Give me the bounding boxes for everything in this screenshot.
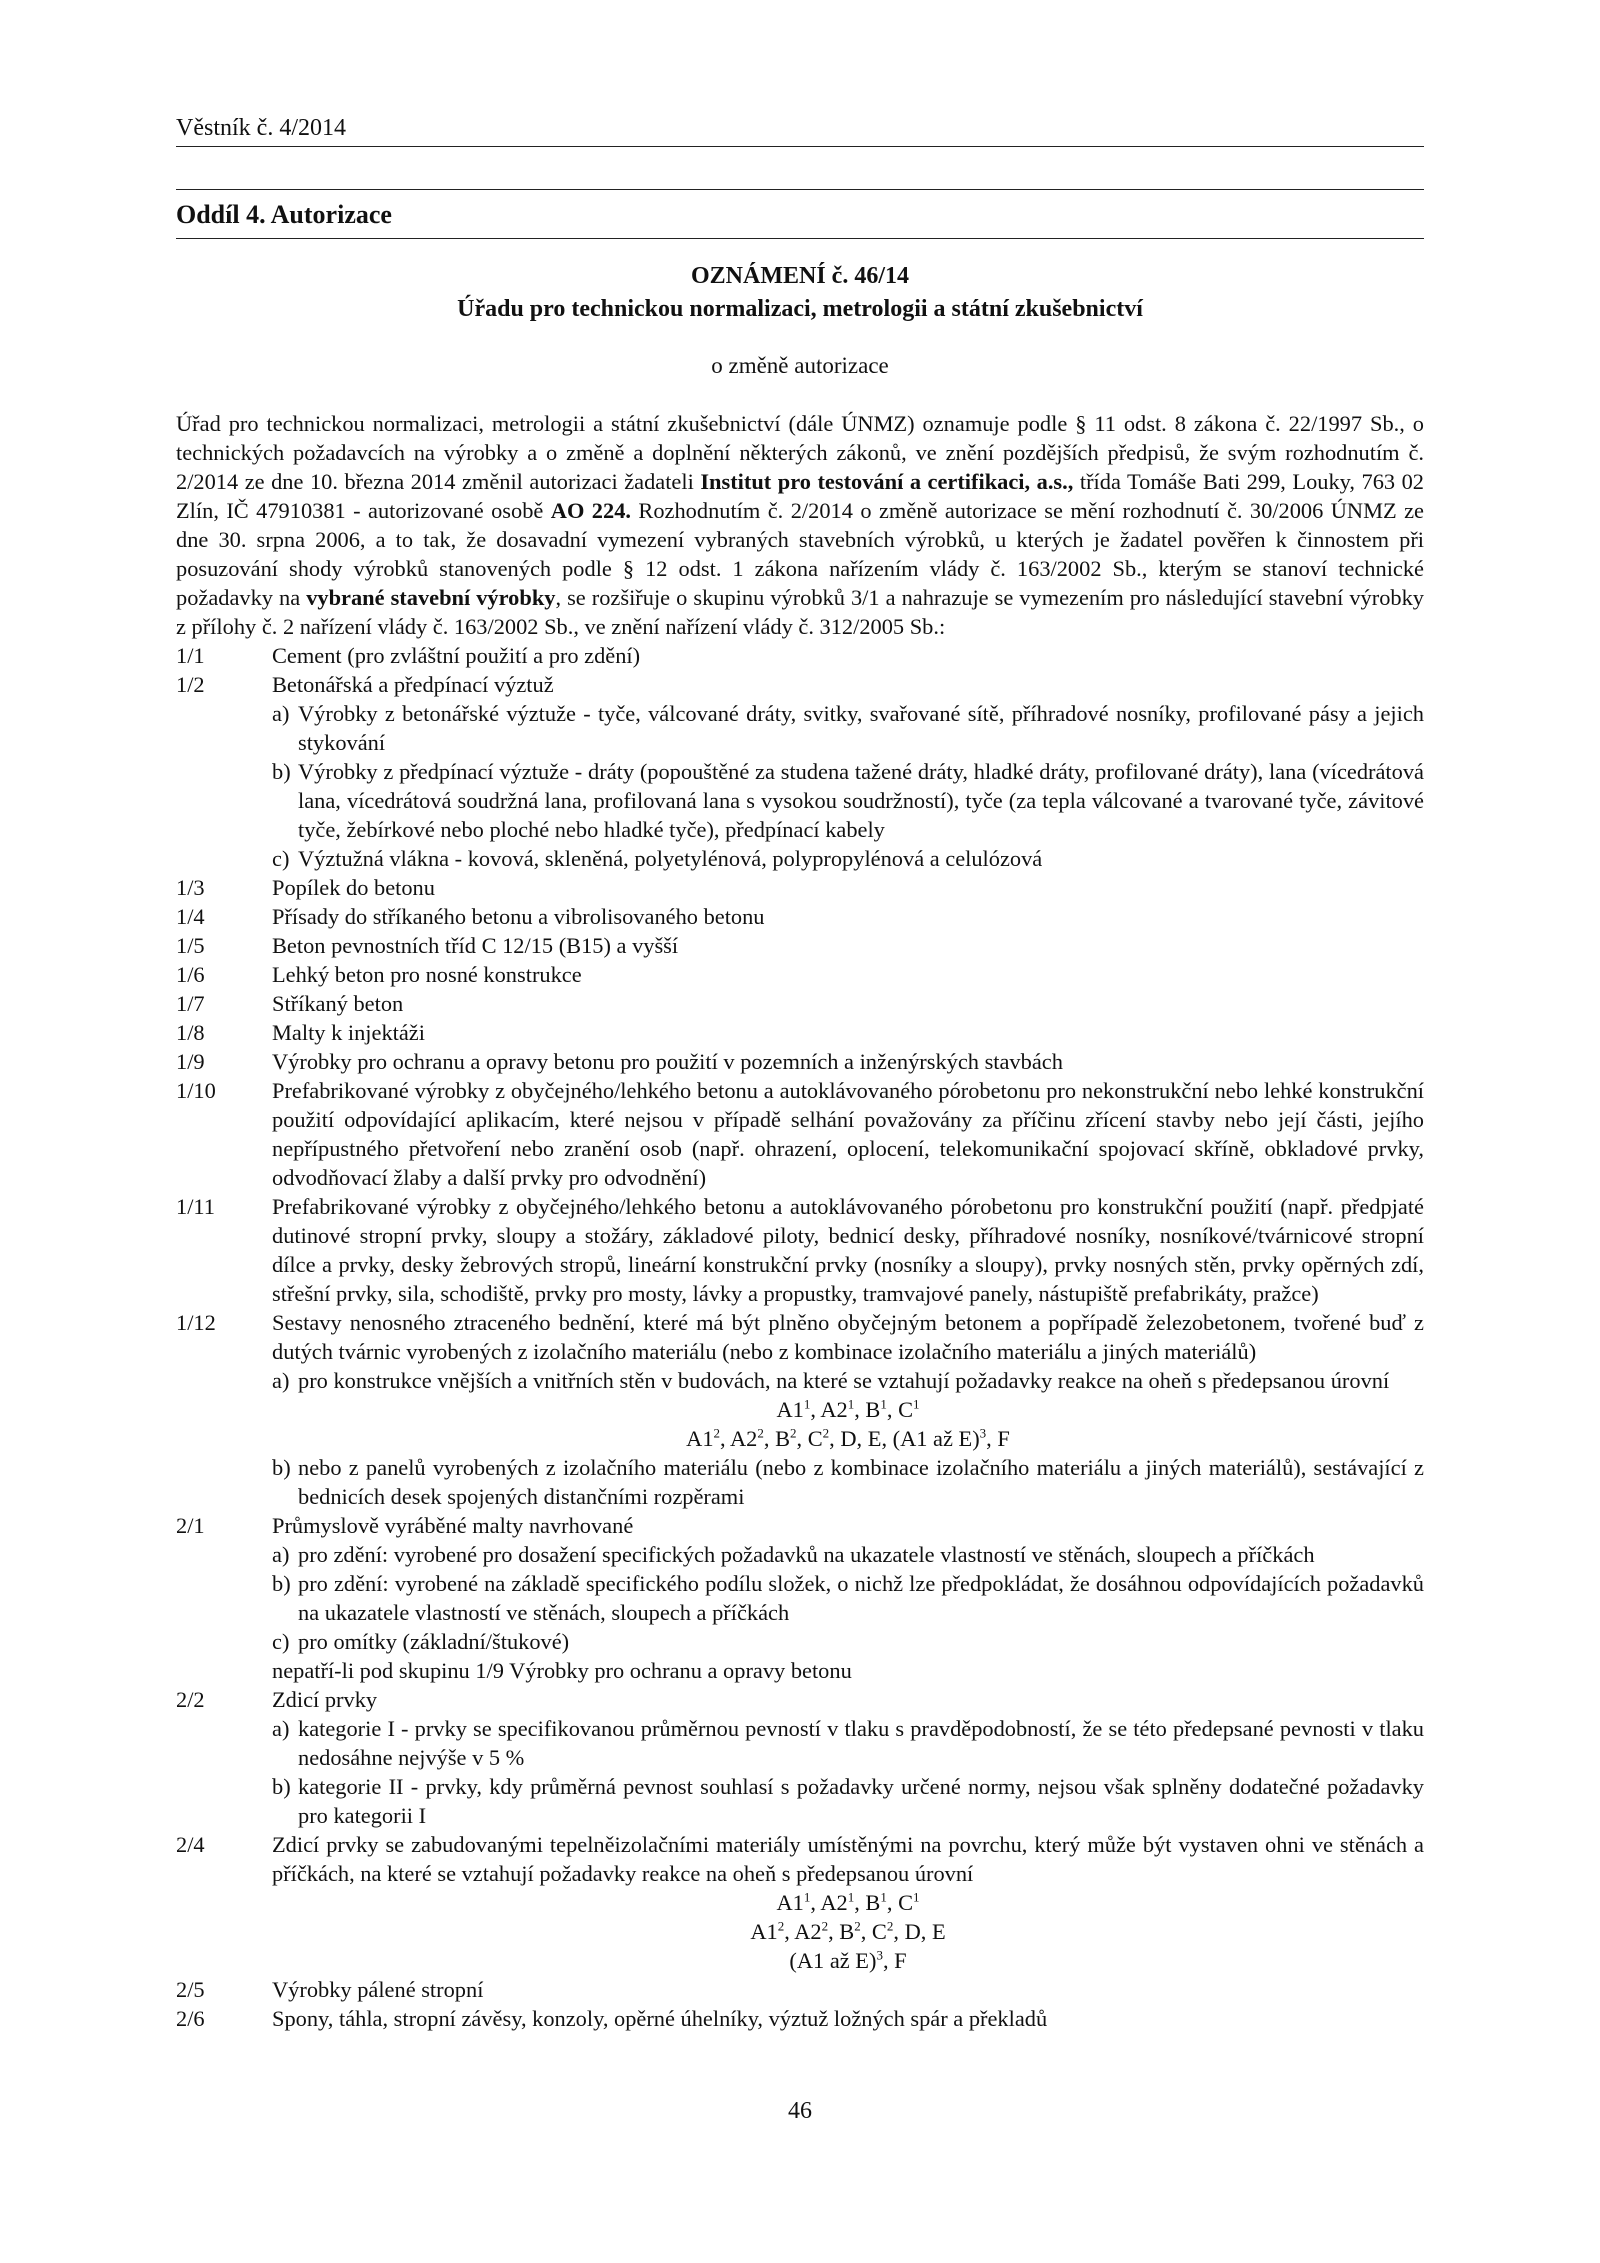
item-note: nepatří-li pod skupinu 1/9 Výrobky pro ochranu a opravy betonu: [272, 1658, 852, 1683]
item-number: 1/7: [176, 991, 205, 1016]
item-number: 2/5: [176, 1977, 205, 2002]
item-number: 1/3: [176, 875, 205, 900]
sub-label: b): [272, 759, 291, 784]
section-rule-top: [176, 189, 1424, 190]
item-text: Malty k injektáži: [272, 1020, 425, 1045]
item-text: Popílek do betonu: [272, 875, 435, 900]
notice-issuer: Úřadu pro technickou normalizaci, metrologii a státní zkušebnictví: [457, 296, 1143, 322]
item-text: Zdicí prvky: [272, 1687, 378, 1712]
sub-item: [272, 1627, 1424, 1656]
sub-label: a): [272, 1542, 290, 1567]
sub-label: b): [272, 1571, 291, 1596]
sub-text: kategorie II - prvky, kdy průměrná pevnost souhlasí s požadavky určené normy, nejsou však splněny dodatečné požadavky pro kategorii I: [298, 1774, 1424, 1828]
item-number: 1/4: [176, 904, 205, 929]
sub-text: pro zdění: vyrobené na základě specifického podílu složek, o nichž lze předpokládat, že dosáhnou odpovídajících požadavků na ukazatele vlastností ve stěnách, sloupech a příčkách: [298, 1571, 1424, 1625]
reaction-class-line: $A1^2$, $A2^2$, $B^2$, $C^2$, D, E, (A1 až E)$^3$, F: [686, 1425, 1010, 1451]
sub-item: [272, 757, 1424, 844]
list-item: [176, 1047, 1424, 1076]
reaction-class-line: (A1 až E)$^3$, F: [789, 1947, 907, 1973]
sub-text: Výztužná vlákna - kovová, skleněná, polyetylénová, polypropylénová a celulózová: [298, 846, 1043, 871]
list-item: [176, 1076, 1424, 1192]
item-text: Beton pevnostních tříd C 12/15 (B15) a vyšší: [272, 933, 679, 958]
item-number: 1/5: [176, 933, 205, 958]
item-text: Cement (pro zvláštní použití a pro zdění): [272, 643, 641, 668]
intro-text-3: Rozhodnutím č. 2/2014 o změně autorizace se mění rozhodnutí č. 30/2006 ÚNMZ ze dne 30. srpna 2006, a to tak, že dosavadní vymezení vybraných stavebních výrobků, u kterých je žadatel pověřen k činnostem při posuzování shody výrobků stanovených podle § 12 odst. 1 zákona nařízením vlády č. 163/2002 Sb., kterým se stanoví technické požadavky na: [176, 498, 1424, 610]
item-number: 1/1: [176, 643, 205, 668]
item-text: Výrobky pro ochranu a opravy betonu pro použití v pozemních a inženýrských stavbách: [272, 1049, 1063, 1074]
sub-text: Výrobky z předpínací výztuže - dráty (popouštěné za studena tažené dráty, hladké dráty, profilované dráty), lana (vícedrátová lana, vícedrátová soudržná lana, profilovaná lana s vysokou soudržností), tyče (za tepla válcované a tvarované tyče, závitové tyče, žebírkové nebo ploché nebo hladké tyče), předpínací kabely: [298, 759, 1424, 842]
item-number: 1/6: [176, 962, 205, 987]
sub-item: [272, 1714, 1424, 1772]
sub-item: [272, 699, 1424, 757]
sub-label: c): [272, 846, 290, 871]
list-item: [176, 670, 1424, 699]
sub-item: [272, 844, 1424, 873]
sub-text: pro omítky (základní/štukové): [298, 1629, 570, 1654]
sub-label: c): [272, 1629, 290, 1654]
intro-text-4: , se rozšiřuje o skupinu výrobků 3/1 a nahrazuje se vymezením pro následující stavební výrobky z přílohy č. 2 nařízení vlády č. 163/2002 Sb., ve znění nařízení vlády č. 312/2005 Sb.:: [176, 585, 1424, 639]
item-number: 1/8: [176, 1020, 205, 1045]
item-number: 2/4: [176, 1832, 205, 1857]
item-number: 1/10: [176, 1078, 216, 1103]
authorized-body-id: AO 224.: [550, 498, 631, 523]
sub-text: pro konstrukce vnějších a vnitřních stěn v budovách, na které se vztahují požadavky reakce na oheň s předepsanou úrovní: [298, 1368, 1390, 1393]
list-item: [176, 1975, 1424, 2004]
sub-text: Výrobky z betonářské výztuže - tyče, válcované dráty, svitky, svařované sítě, příhradové nosníky, profilované pásy a jejich stykování: [298, 701, 1424, 755]
list-item: [176, 1192, 1424, 1308]
sub-label: b): [272, 1455, 291, 1480]
page-number: 46: [788, 2098, 812, 2124]
list-item: [176, 902, 1424, 931]
item-number: 2/2: [176, 1687, 205, 1712]
list-item: [176, 960, 1424, 989]
sub-item: [272, 1569, 1424, 1627]
sub-label: a): [272, 1368, 290, 1393]
item-number: 1/12: [176, 1310, 216, 1335]
item-text: Prefabrikované výrobky z obyčejného/lehkého betonu a autoklávovaného pórobetonu pro nekonstrukční nebo lehké konstrukční použití odpovídající aplikacím, které nejsou v případě selhání považovány za příčinu zřícení stavby nebo její části, jejího nepřípustného přetvoření nebo zranění osob (např. ohrazení, oplocení, telekomunikační spojovací skříně, obkladové prvky, odvodňovací žlaby a další prvky pro odvodnění): [272, 1078, 1424, 1190]
list-item: [176, 1511, 1424, 1540]
running-header: Věstník č. 4/2014: [176, 115, 346, 141]
list-item: [176, 1830, 1424, 1888]
list-item: [176, 931, 1424, 960]
item-text: Prefabrikované výrobky z obyčejného/lehkého betonu a autoklávovaného pórobetonu pro konstrukční použití (např. předpjaté dutinové stropní prvky, sloupy a stožáry, základové piloty, bednicí desky, příhradové nosníky, nosníkové/tvárnicové stropní dílce a prvky, desky žebrových stropů, lineární konstrukční prvky (nosníky a sloupy), prvky nosných stěn, prvky opěrných zdí, střešní prvky, sila, schodiště, prvky pro mosty, lávky a propustky, tramvajové panely, nástupiště prefabrikáty, pražce): [272, 1194, 1424, 1306]
list-item: [176, 989, 1424, 1018]
intro-text-1: Úřad pro technickou normalizaci, metrologii a státní zkušebnictví (dále ÚNMZ) oznamuje podle § 11 odst. 8 zákona č. 22/1997 Sb., o technických požadavcích na výrobky a o změně a doplnění některých zákonů, ve znění pozdějších předpisů, že svým rozhodnutím č. 2/2014 ze dne 10. března 2014 změnil autorizaci žadateli: [176, 411, 1424, 494]
list-item: [176, 873, 1424, 902]
item-text: Betonářská a předpínací výztuž: [272, 672, 554, 697]
sub-text: pro zdění: vyrobené pro dosažení specifických požadavků na ukazatele vlastností ve stěnách, sloupech a příčkách: [298, 1542, 1315, 1567]
list-item: [176, 2004, 1424, 2033]
sub-label: b): [272, 1774, 291, 1799]
item-text: Lehký beton pro nosné konstrukce: [272, 962, 582, 987]
item-number: 1/9: [176, 1049, 205, 1074]
sub-label: a): [272, 1716, 290, 1741]
header-rule: [176, 146, 1424, 147]
item-text: Výrobky pálené stropní: [272, 1977, 484, 2002]
sub-item: [272, 1453, 1424, 1511]
item-text: Průmyslově vyráběné malty navrhované: [272, 1513, 634, 1538]
intro-paragraph: [176, 409, 1424, 641]
section-rule-bottom: [176, 238, 1424, 239]
products-term: vybrané stavební výrobky: [306, 585, 556, 610]
list-item: [176, 1018, 1424, 1047]
sub-text: kategorie I - prvky se specifikovanou průměrnou pevností v tlaku s pravděpodobností, že se této předepsané pevnosti v tlaku nedosáhne nejvýše v 5 %: [298, 1716, 1424, 1770]
item-number: 1/11: [176, 1194, 215, 1219]
item-text: Sestavy nenosného ztraceného bednění, které má být plněno obyčejným betonem a popřípadě železobetonem, tvořené buď z dutých tvárnic vyrobených z izolačního materiálu (nebo z kombinace izolačního materiálu a jiných materiálů): [272, 1310, 1424, 1364]
notice-subject: o změně autorizace: [711, 353, 889, 378]
notice-title: OZNÁMENÍ č. 46/14: [691, 263, 909, 289]
item-text: Zdicí prvky se zabudovanými tepelněizolačními materiály umístěnými na povrchu, který může být vystaven ohni ve stěnách a příčkách, na které se vztahují požadavky reakce na oheň s předepsanou úrovní: [272, 1832, 1424, 1886]
sub-item: [272, 1366, 1424, 1395]
reaction-class-line: $A1^1$, $A2^1$, $B^1$, $C^1$: [776, 1396, 920, 1422]
list-item: [176, 1685, 1424, 1714]
applicant-name: Institut pro testování a certifikaci, a.s.,: [700, 469, 1074, 494]
sub-item: [272, 1772, 1424, 1830]
reaction-class-line: $A1^1$, $A2^1$, $B^1$, $C^1$: [776, 1889, 920, 1915]
item-text: Stříkaný beton: [272, 991, 404, 1016]
item-number: 2/6: [176, 2006, 205, 2031]
sub-item: [272, 1540, 1424, 1569]
item-number: 1/2: [176, 672, 205, 697]
reaction-class-line: $A1^2$, $A2^2$, $B^2$, $C^2$, D, E: [750, 1918, 946, 1944]
item-text: Přísady do stříkaného betonu a vibrolisovaného betonu: [272, 904, 765, 929]
notice-body: [176, 409, 1424, 2033]
intro-text-2: třída Tomáše Bati 299, Louky, 763 02 Zlín, IČ 47910381 - autorizované osobě: [176, 469, 1425, 523]
sub-text: nebo z panelů vyrobených z izolačního materiálu (nebo z kombinace izolačního materiálu a jiných materiálů), sestávající z bednicích desek spojených distančními rozpěrami: [298, 1455, 1424, 1509]
sub-label: a): [272, 701, 290, 726]
list-item: [176, 641, 1424, 670]
section-title: Oddíl 4. Autorizace: [176, 200, 392, 229]
item-text: Spony, táhla, stropní závěsy, konzoly, opěrné úhelníky, výztuž ložných spár a překladů: [272, 2006, 1048, 2031]
list-item: [176, 1308, 1424, 1366]
item-number: 2/1: [176, 1513, 205, 1538]
